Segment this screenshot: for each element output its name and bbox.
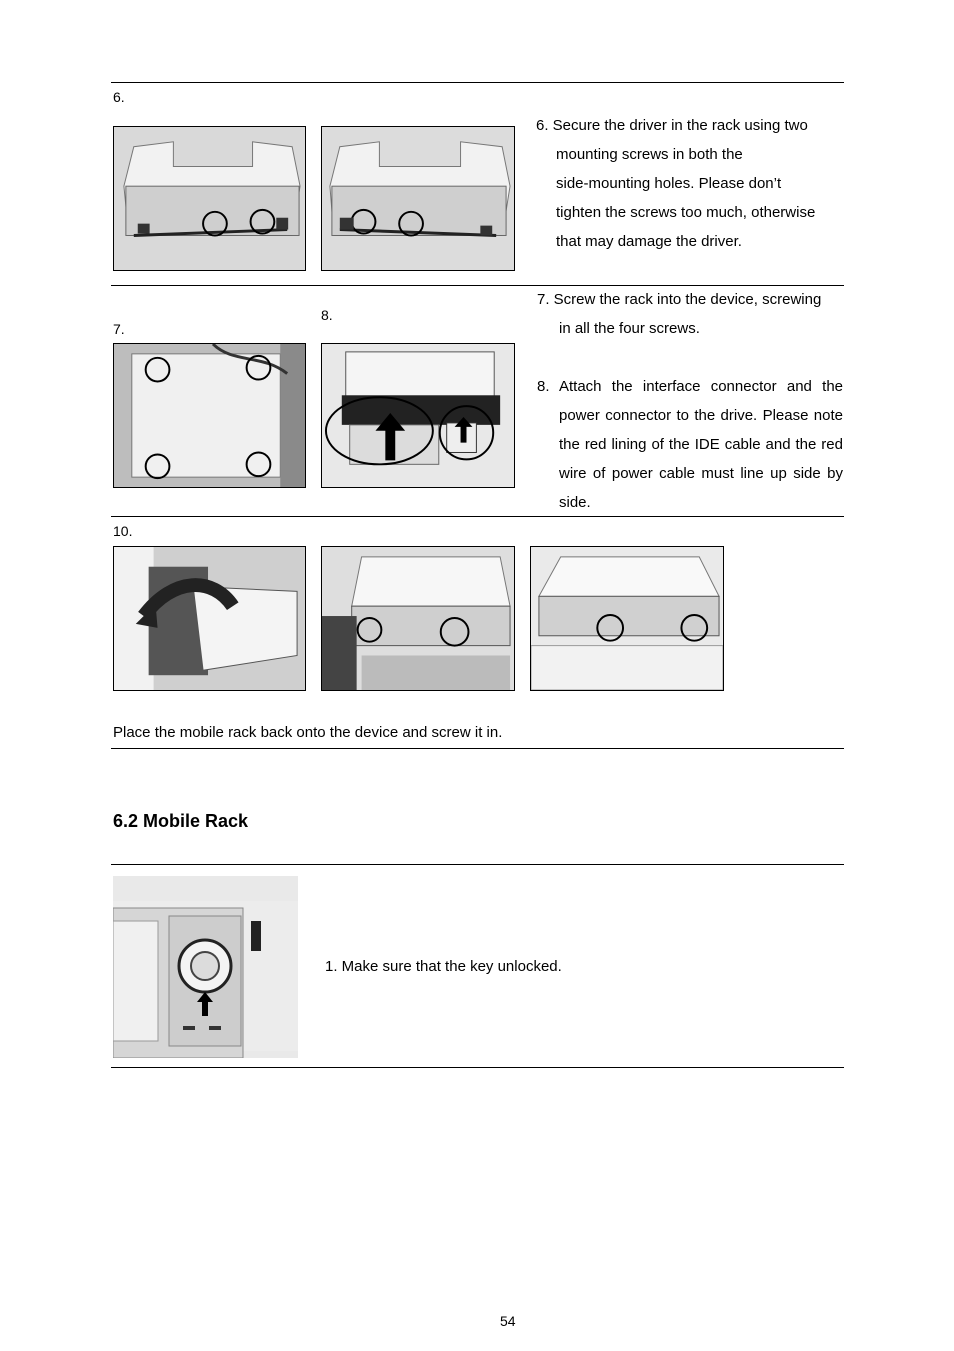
photo-connectors [321, 343, 515, 488]
step-6-line-5: that may damage the driver. [556, 233, 742, 250]
step-10-caption: Place the mobile rack back onto the device and screw it in. [113, 724, 503, 741]
step-8-text [537, 372, 843, 517]
step-10-label: 10. [113, 523, 133, 539]
step-7-line-2: in all the four screws. [559, 320, 700, 337]
step-8-body: Attach the interface connector and the power connector to the drive. Please note the red lining of the IDE cable and the red wire of power cable must line up side by side. [559, 378, 843, 511]
step-7-line-1: 7. Screw the rack into the device, screwing [537, 291, 822, 308]
divider [111, 864, 844, 865]
section-heading: 6.2 Mobile Rack [113, 811, 249, 831]
photo-rack-screws-right [321, 126, 515, 271]
step-7-text [537, 285, 843, 343]
page-number: 54 [500, 1313, 516, 1329]
divider [111, 82, 844, 83]
photo-rack-installed [321, 546, 515, 691]
step-6-line-3: side-mounting holes. Please don’t [556, 175, 782, 192]
photo-key-lock [113, 876, 298, 1058]
step-6-label: 6. [113, 89, 125, 105]
divider [111, 1067, 844, 1068]
step-6-line-2: mounting screws in both the [556, 146, 743, 163]
photo-rack-screws-left [113, 126, 306, 271]
step-6-text [536, 111, 846, 256]
divider [111, 516, 844, 517]
step-8-label: 8. [321, 307, 333, 323]
photo-rack-four-screws [113, 343, 306, 488]
photo-rack-insert [113, 546, 306, 691]
divider [111, 748, 844, 749]
step-6-line-1: 6. Secure the driver in the rack using two [536, 117, 808, 134]
mobile-rack-step-1: 1. Make sure that the key unlocked. [325, 958, 562, 975]
photo-rack-closed [530, 546, 724, 691]
step-8-number: 8. [537, 378, 550, 395]
step-6-line-4: tighten the screws too much, otherwise [556, 204, 816, 221]
step-7-label: 7. [113, 321, 125, 337]
